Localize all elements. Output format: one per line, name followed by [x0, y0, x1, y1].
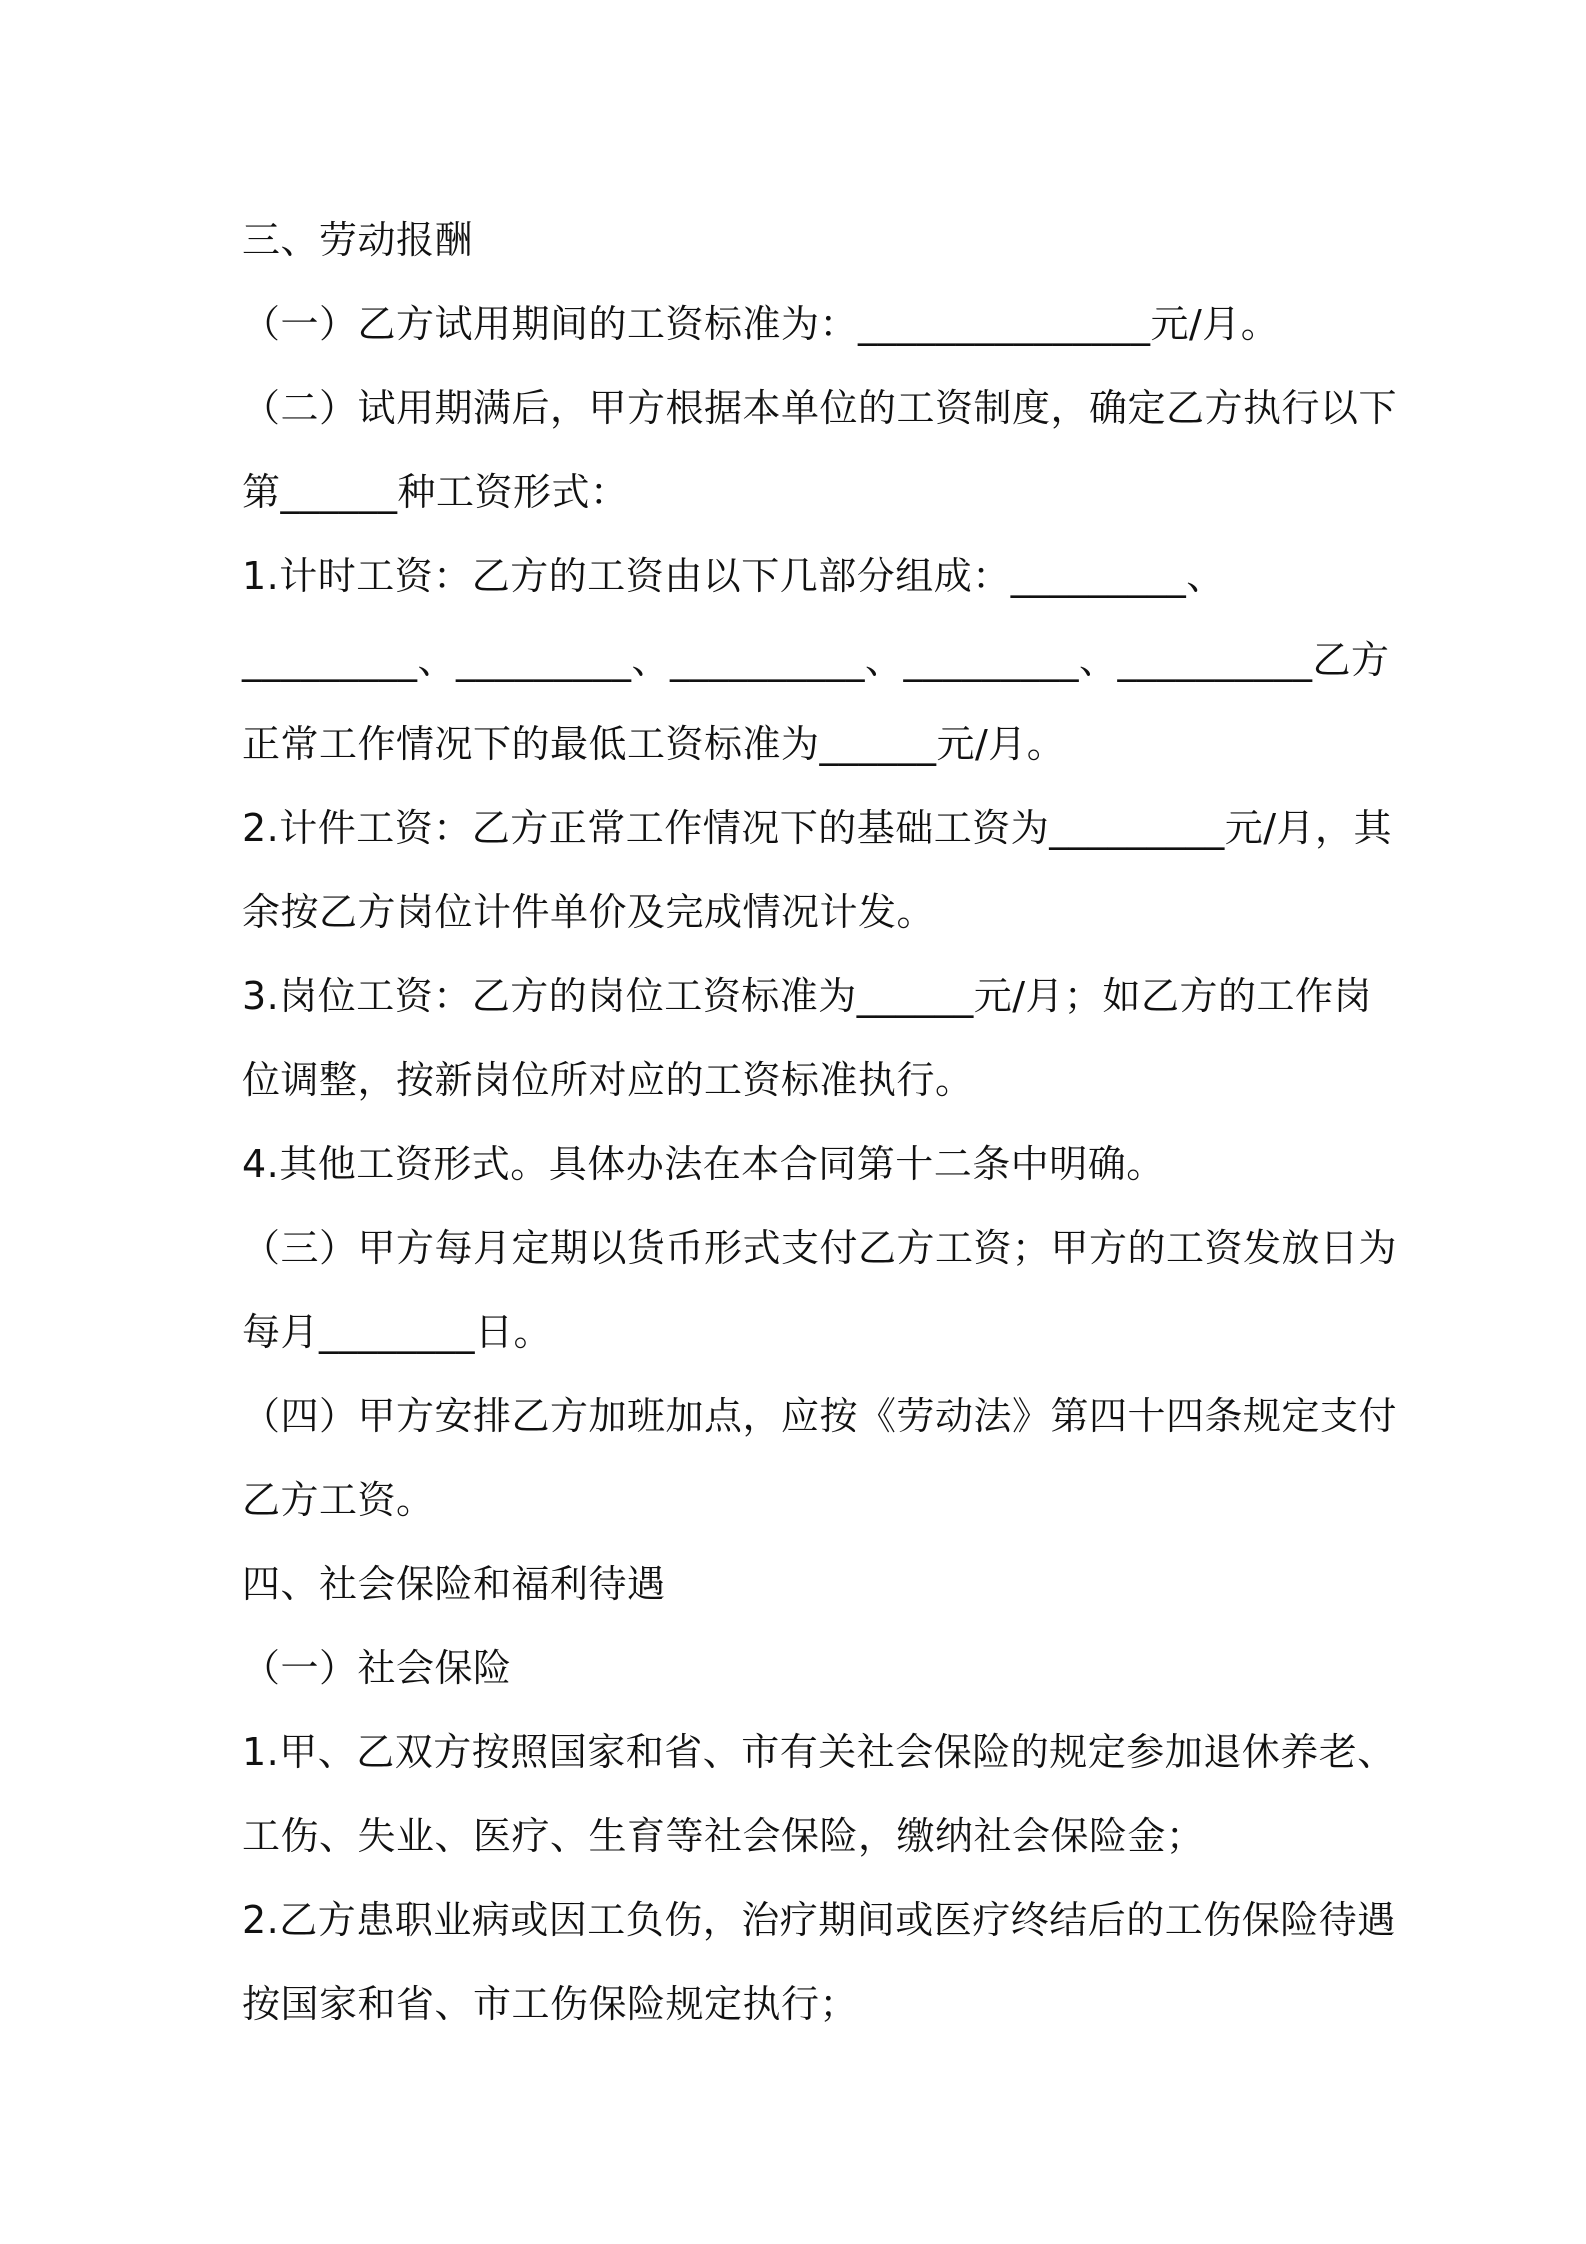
- clause-probation-wage: （一）乙方试用期间的工资标准为：_______________元/月。: [242, 302, 1280, 346]
- insurance-clause-1-line-2: 工伤、失业、医疗、生育等社会保险，缴纳社会保险金；: [242, 1814, 1205, 1858]
- piece-wage-line-1: 2.计件工资：乙方正常工作情况下的基础工资为_________元/月，其: [242, 806, 1393, 850]
- document-body: [242, 198, 1398, 2046]
- clause-overtime-line-1: （四）甲方安排乙方加班加点，应按《劳动法》第四十四条规定支付: [242, 1394, 1398, 1438]
- hourly-wage-line-3: 正常工作情况下的最低工资标准为______元/月。: [242, 722, 1066, 766]
- clause-payment-day-line-1: （三）甲方每月定期以货币形式支付乙方工资；甲方的工资发放日为: [242, 1226, 1398, 1270]
- clause-wage-form-line-2: 第______种工资形式：: [242, 470, 629, 514]
- position-wage-line-2: 位调整，按新岗位所对应的工资标准执行。: [242, 1058, 974, 1102]
- section-heading-social-insurance-welfare: 四、社会保险和福利待遇: [242, 1562, 666, 1606]
- piece-wage-line-2: 余按乙方岗位计件单价及完成情况计发。: [242, 890, 936, 934]
- clause-overtime-line-2: 乙方工资。: [242, 1478, 435, 1522]
- clause-payment-day-line-2: 每月________日。: [242, 1310, 553, 1354]
- position-wage-line-1: 3.岗位工资：乙方的岗位工资标准为______元/月；如乙方的工作岗: [242, 974, 1373, 1018]
- other-wage-form: 4.其他工资形式。具体办法在本合同第十二条中明确。: [242, 1142, 1165, 1186]
- subsection-heading-social-insurance: （一）社会保险: [242, 1646, 512, 1690]
- section-heading-labor-remuneration: 三、劳动报酬: [242, 218, 474, 262]
- insurance-clause-2-line-2: 按国家和省、市工伤保险规定执行；: [242, 1982, 859, 2026]
- insurance-clause-1-line-1: 1.甲、乙双方按照国家和省、市有关社会保险的规定参加退休养老、: [242, 1730, 1396, 1774]
- clause-wage-form-line-1: （二）试用期满后，甲方根据本单位的工资制度，确定乙方执行以下: [242, 386, 1398, 430]
- insurance-clause-2-line-1: 2.乙方患职业病或因工负伤，治疗期间或医疗终结后的工伤保险待遇: [242, 1898, 1396, 1942]
- hourly-wage-line-1: 1.计时工资：乙方的工资由以下几部分组成：_________、: [242, 554, 1225, 598]
- hourly-wage-line-2: _________、_________、__________、_________、__________乙方: [242, 638, 1390, 682]
